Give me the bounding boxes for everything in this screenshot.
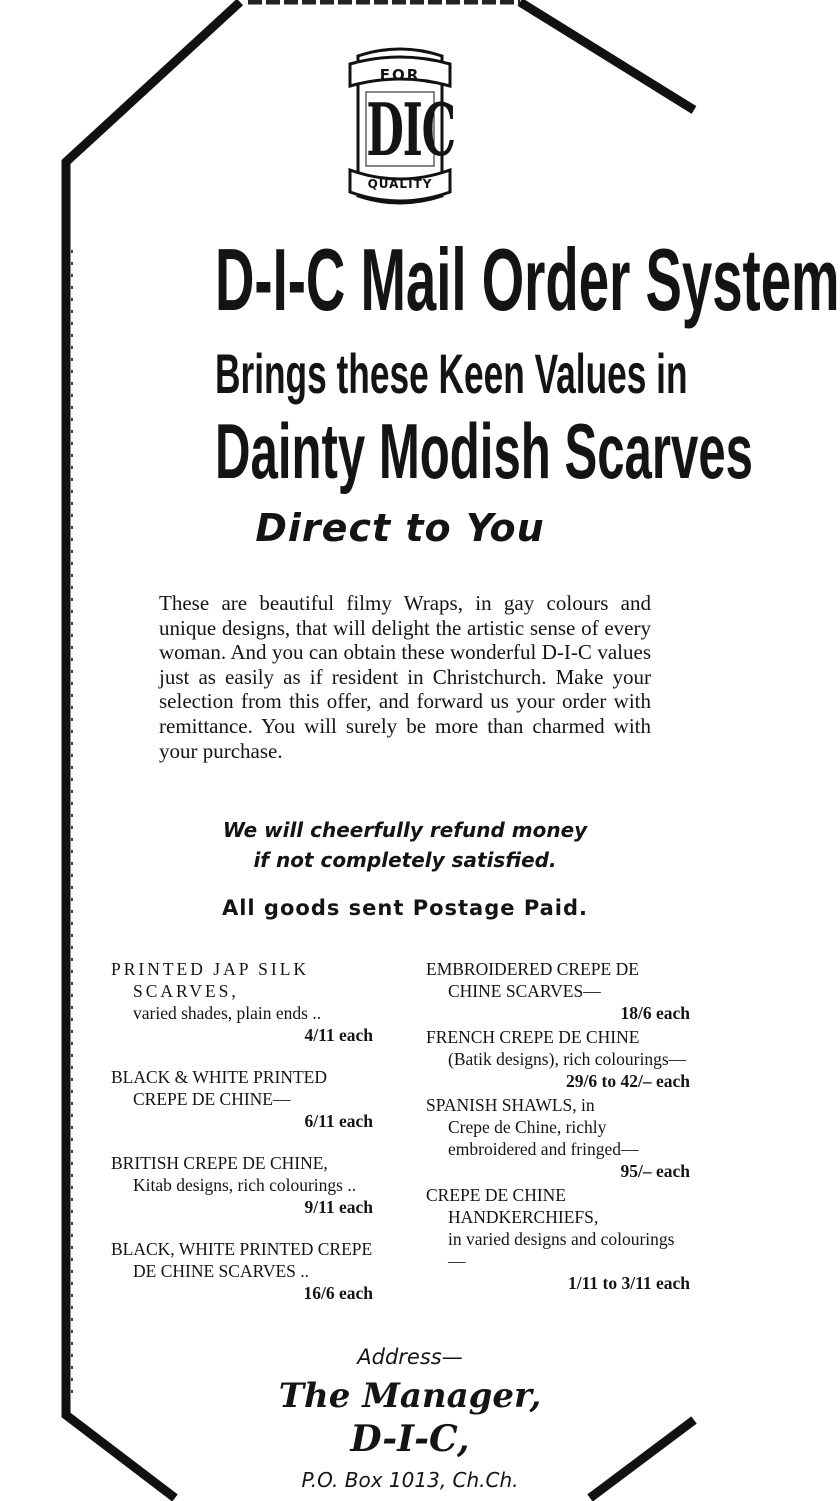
product-price: 6/11 each <box>304 1111 373 1131</box>
headline-tagline: Direct to You <box>255 506 545 550</box>
product-item <box>426 1026 690 1092</box>
logo-quality-text: QUALITY <box>367 177 433 191</box>
product-price: 29/6 to 42/– each <box>566 1071 690 1091</box>
logo-for-text: FOR <box>379 66 421 84</box>
product-description: Kitab designs, rich colourings .. <box>133 1175 357 1195</box>
product-list-right <box>426 958 690 1296</box>
product-description: in varied designs and colourings— <box>448 1229 675 1271</box>
dic-quality-logo <box>344 46 456 208</box>
product-item <box>426 1184 690 1294</box>
product-title: CREPE DE CHINE HANDKERCHIEFS, <box>426 1185 599 1227</box>
headline-sub: Brings these Keen Values in <box>215 342 688 405</box>
product-title: SPANISH SHAWLS, in <box>426 1095 595 1115</box>
product-item <box>111 1152 373 1218</box>
product-price: 18/6 each <box>620 1003 690 1023</box>
refund-guarantee: We will cheerfully refund money if not completely satisfied. <box>222 818 588 872</box>
address-po-box: P.O. Box 1013, Ch.Ch. <box>301 1468 519 1492</box>
intro-paragraph: These are beautiful filmy Wraps, in gay colours and unique designs, that will delight the artistic sense of every woman. And you can obtain these wonderful D-I-C values just as easily as if resident in Christchurch. Make your selection from this offer, and forward us your order with remittance. You will surely be more than charmed with your purchase. <box>159 591 651 763</box>
product-item <box>111 1238 373 1304</box>
product-description: (Batik designs), rich colourings— <box>448 1049 687 1069</box>
product-description: Crepe de Chine, richly embroidered and fringed— <box>448 1117 639 1159</box>
product-price: 16/6 each <box>303 1283 373 1303</box>
product-description: varied shades, plain ends .. <box>133 1003 322 1023</box>
postage-notice: All goods sent Postage Paid. <box>221 896 589 920</box>
product-price: 1/11 to 3/11 each <box>567 1273 690 1293</box>
address-label: Address— <box>357 1345 463 1369</box>
product-item <box>426 1094 690 1182</box>
headline-main: D-I-C Mail Order System <box>215 230 840 329</box>
product-title: EMBROIDERED CREPE DE CHINE SCARVES— <box>426 959 639 1001</box>
product-title: BLACK, WHITE PRINTED CREPE DE CHINE SCARVES .. <box>111 1239 373 1281</box>
product-price: 95/– each <box>620 1161 690 1181</box>
product-price: 9/11 each <box>304 1197 373 1217</box>
product-list-left <box>111 958 373 1324</box>
product-title: FRENCH CREPE DE CHINE <box>426 1027 640 1047</box>
product-title: BLACK & WHITE PRINTED CREPE DE CHINE— <box>111 1067 327 1109</box>
product-title: PRINTED JAP SILK SCARVES, <box>111 959 310 1001</box>
logo-monogram: DIC <box>366 87 455 172</box>
product-item <box>426 958 690 1024</box>
headline-product: Dainty Modish Scarves <box>215 407 754 495</box>
product-item <box>111 958 373 1046</box>
product-price: 4/11 each <box>304 1025 373 1045</box>
product-title: BRITISH CREPE DE CHINE, <box>111 1153 328 1173</box>
product-item <box>111 1066 373 1132</box>
address-name: The Manager, <box>278 1376 542 1416</box>
address-company: D-I-C, <box>350 1418 470 1460</box>
